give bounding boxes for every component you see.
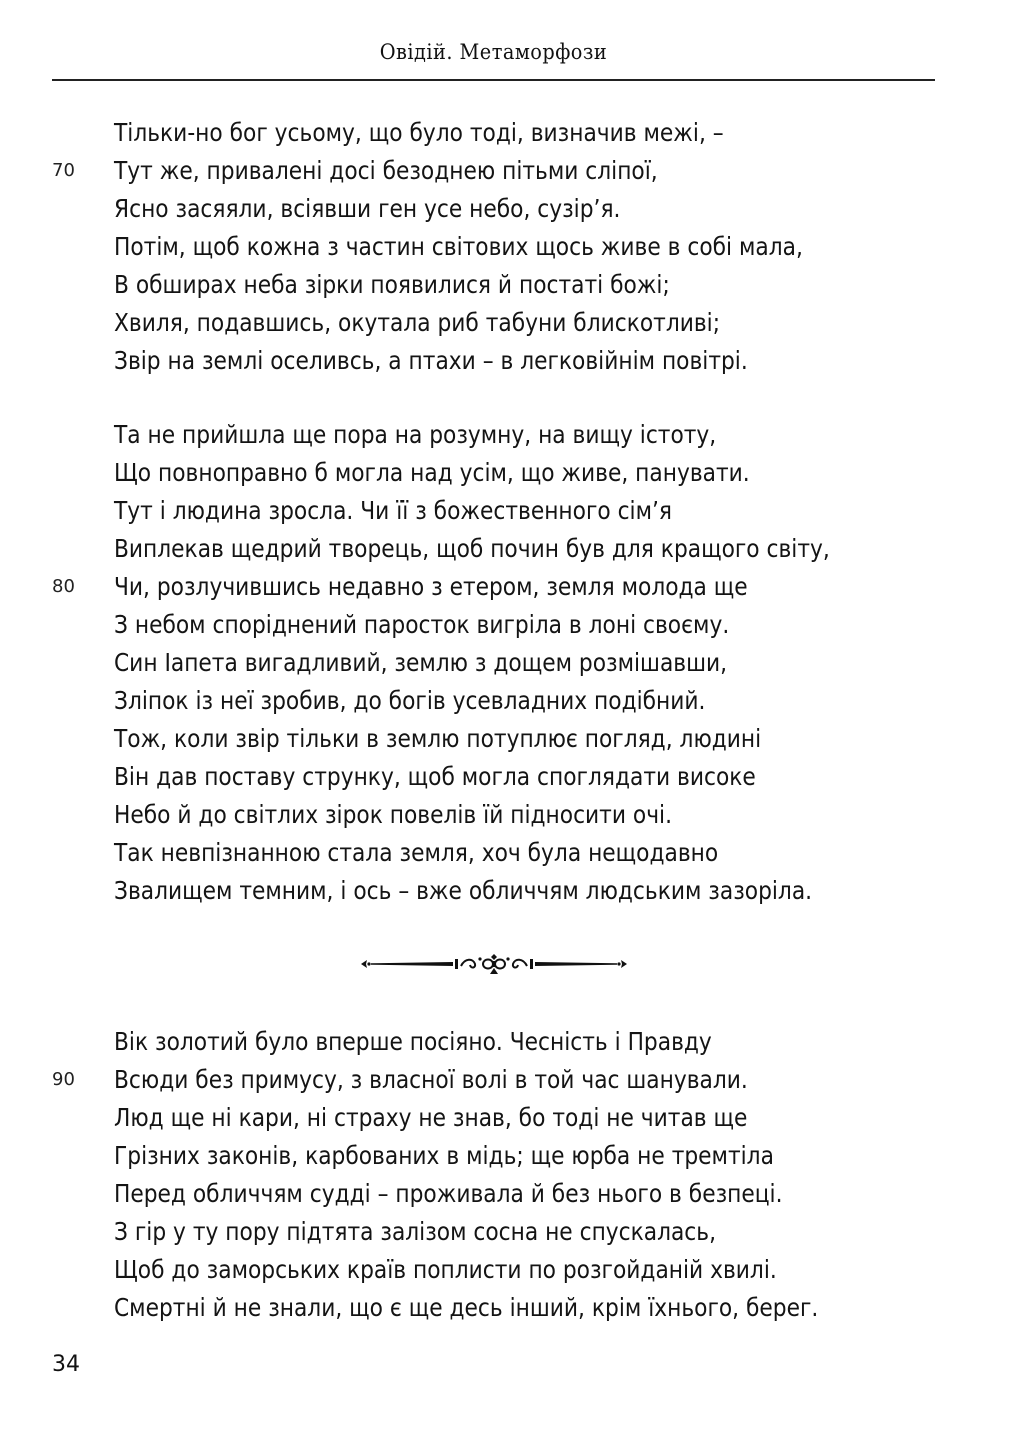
verse-line bbox=[52, 530, 992, 568]
verse-line bbox=[52, 454, 992, 492]
verse-line bbox=[52, 304, 992, 342]
verse-text: Хвиля, подавшись, окутала риб табуни блискотливі; bbox=[114, 308, 721, 337]
verse-line bbox=[52, 1023, 992, 1061]
stanza-2 bbox=[52, 416, 992, 910]
page-number: 34 bbox=[52, 1352, 80, 1377]
verse-line bbox=[52, 1175, 992, 1213]
verse-text: Небо й до світлих зірок повелів їй підносити очі. bbox=[114, 800, 673, 829]
verse-text: Син Іапета вигадливий, землю з дощем розмішавши, bbox=[114, 648, 728, 677]
verse-line bbox=[52, 1251, 992, 1289]
verse-line bbox=[52, 266, 992, 304]
verse-line bbox=[52, 152, 992, 190]
verse-text: Смертні й не знали, що є ще десь інший, крім їхнього, берег. bbox=[114, 1293, 819, 1322]
verse-line bbox=[52, 492, 992, 530]
verse-line bbox=[52, 1289, 992, 1327]
verse-text: Люд ще ні кари, ні страху не знав, бо тоді не читав ще bbox=[114, 1103, 748, 1132]
verse-line bbox=[52, 1061, 992, 1099]
verse-line bbox=[52, 1213, 992, 1251]
verse-text: Виплекав щедрий творець, щоб почин був для кращого світу, bbox=[114, 534, 830, 563]
verse-line bbox=[52, 758, 992, 796]
verse-line bbox=[52, 682, 992, 720]
verse-line bbox=[52, 1137, 992, 1175]
verse-text: Ясно засяяли, всіявши ген усе небо, сузір’я. bbox=[114, 194, 621, 223]
verse-text: Звалищем темним, і ось – вже обличчям людським зазоріла. bbox=[114, 876, 813, 905]
verse-text: Грізних законів, карбованих в мідь; ще юрба не тремтіла bbox=[114, 1141, 774, 1170]
verse-line bbox=[52, 228, 992, 266]
verse-text: Потім, щоб кожна з частин світових щось живе в собі мала, bbox=[114, 232, 803, 261]
verse-text: Він дав поставу струнку, щоб могла споглядати високе bbox=[114, 762, 756, 791]
verse-text: Вік золотий було вперше посіяно. Чесність і Правду bbox=[114, 1027, 712, 1056]
line-number: 70 bbox=[52, 160, 75, 181]
verse-line bbox=[52, 644, 992, 682]
verse-line bbox=[52, 1099, 992, 1137]
verse-text: Всюди без примусу, з власної волі в той час шанували. bbox=[114, 1065, 748, 1094]
line-number: 90 bbox=[52, 1069, 75, 1090]
verse-text: Щоб до заморських країв поплисти по розгойданій хвилі. bbox=[114, 1255, 777, 1284]
verse-line bbox=[52, 568, 992, 606]
verse-text: Чи, розлучившись недавно з етером, земля молода ще bbox=[114, 572, 748, 601]
line-number: 80 bbox=[52, 576, 75, 597]
verse-line bbox=[52, 834, 992, 872]
verse-line bbox=[52, 796, 992, 834]
verse-text: З гір у ту пору підтята залізом сосна не спускалась, bbox=[114, 1217, 717, 1246]
stanza-3 bbox=[52, 1023, 992, 1327]
running-title: Овідій. Метаморфози bbox=[379, 40, 608, 64]
verse-line bbox=[52, 114, 992, 152]
header-rule bbox=[52, 79, 935, 81]
verse-line bbox=[52, 720, 992, 758]
verse-text: Тож, коли звір тільки в землю потуплює погляд, людині bbox=[114, 724, 762, 753]
verse-text: Що повноправно б могла над усім, що живе, панувати. bbox=[114, 458, 750, 487]
verse-line bbox=[52, 606, 992, 644]
flourish-divider-icon bbox=[357, 952, 631, 976]
verse-text: Та не прийшла ще пора на розумну, на вищу істоту, bbox=[114, 420, 717, 449]
verse-text: Перед обличчям судді – проживала й без нього в безпеці. bbox=[114, 1179, 783, 1208]
verse-line bbox=[52, 416, 992, 454]
verse-text: З небом споріднений паросток вигріла в лоні своєму. bbox=[114, 610, 730, 639]
verse-text: Тільки-но бог усьому, що було тоді, визначив межі, – bbox=[114, 118, 724, 147]
verse-line bbox=[52, 190, 992, 228]
verse-line bbox=[52, 342, 992, 380]
verse-text: Зліпок із неї зробив, до богів усевладних подібний. bbox=[114, 686, 706, 715]
verse-text: Тут і людина зросла. Чи її з божественного сім’я bbox=[114, 496, 673, 525]
stanza-1 bbox=[52, 114, 992, 380]
verse-text: Звір на землі оселивсь, а птахи – в легковійнім повітрі. bbox=[114, 346, 748, 375]
verse-text: Так невпізнанною стала земля, хоч була нещодавно bbox=[114, 838, 719, 867]
verse-text: Тут же, привалені досі безоднею пітьми сліпої, bbox=[114, 156, 658, 185]
verse-line bbox=[52, 872, 992, 910]
verse-text: В обширах неба зірки появилися й постаті божі; bbox=[114, 270, 670, 299]
